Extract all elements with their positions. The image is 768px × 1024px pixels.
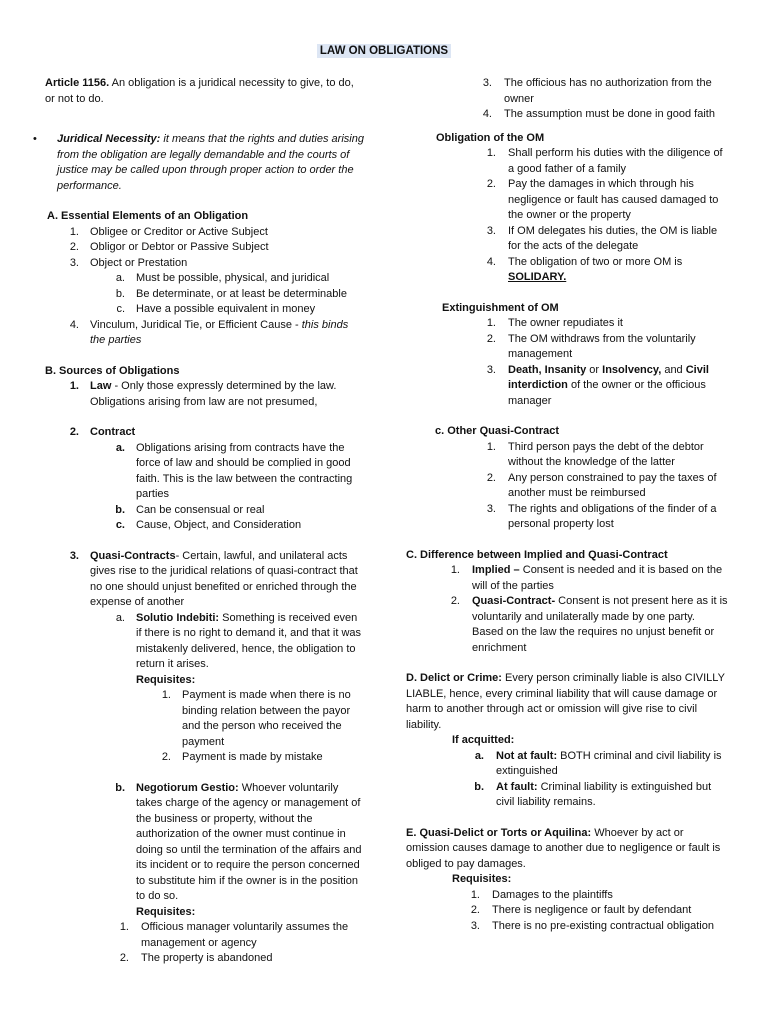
list-text: Pay the damages in which through his negligence or fault has caused damaged to the owner or the property [508,178,719,221]
ng-requisites-continued [478,76,728,123]
section-b-heading: B. Sources of Obligations [45,364,180,377]
list-item [113,518,365,534]
list-number: 1. [470,888,480,901]
right-column [406,76,728,934]
list-number: 1. [486,147,496,159]
negotiorum-gestio: b. Negotiorum Gestio: Whoever voluntarily takes charge of the agency or management of the business or property, without the authorization of the owner must continue in doing so until the termination of the affairs and its incident or to require the person concerned to substitute him if the owner is in the position to do so. Requisites: [115,781,362,918]
page-title: LAW ON OBLIGATIONS [0,44,768,60]
if-acquitted-label: If acquitted: [452,734,515,746]
list-number: 2. [161,751,171,763]
element-4: 4. Vinculum, Juridical Tie, or Efficient Cause - this binds the parties [69,318,349,346]
list-number: 3. [486,224,496,237]
section-a-heading: A. Essential Elements of an Obligation [47,210,249,222]
list-number: 1. [161,689,171,701]
source-contract: 2. Contract [69,426,136,438]
list-text: The assumption must be done in good faith [504,108,715,120]
list-item [117,920,365,951]
list-text: The officious has no authorization from the owner [504,77,712,105]
list-number: 2. [486,471,496,484]
list-item [466,888,728,904]
list-text: Be determinate, or at least be determinable [136,287,347,300]
list-item [113,503,365,519]
list-item [117,951,365,967]
list-text: Have a possible equivalent in money [136,303,316,315]
list-item [113,441,365,503]
list-item [113,302,365,318]
list-item [482,177,728,224]
source-quasi-contracts: 3. Quasi-Contracts- Certain, lawful, and unilateral acts gives rise to the juridical relations of quasi-contract that no one should unjust benefited or enriched through the expense of another [69,549,358,608]
list-item [482,316,728,332]
list-item [157,688,365,750]
section-e: E. Quasi-Delict or Torts or Aquilina: Whoever by act or omission causes damage to another due to negligence or fault is obliged to pay damages. [406,826,721,870]
e-requisites-label: Requisites: [452,873,512,885]
section-c-heading: C. Difference between Implied and Quasi-Contract [406,548,668,561]
list-text: Obligee or Creditor or Active Subject [90,225,268,238]
requisites-label: Requisites: [136,905,196,918]
list-number: a. [115,441,125,454]
contract-sublist [113,441,365,534]
list-text: Any person constrained to pay the taxes of another must be reimbursed [508,471,717,499]
article-1156: Article 1156. An obligation is a juridical necessity to give, to do, or not to do. [45,77,354,105]
not-at-fault: a. Not at fault: BOTH criminal and civil liability is extinguished [474,749,722,777]
om-item-4: 4. The obligation of two or more OM is SOLIDARY. [486,255,683,283]
list-number: 4. [482,108,492,120]
list-text: Obligor or Debtor or Passive Subject [90,241,269,253]
list-number: 3. [69,256,79,269]
list-text: Can be consensual or real [136,503,265,516]
list-item [65,256,365,272]
list-text: The owner repudiates it [508,317,623,329]
quasi-contract-item: 2. Quasi-Contract- Consent is not present here as it is voluntarily and unilaterally made by one party. Based on the law the requires no unjust benefit or enrichment [450,595,728,654]
list-text: There is negligence or fault by defendant [492,904,692,916]
list-text: Third person pays the debt of the debtor without the knowledge of the latter [508,440,704,468]
extinguishment-list [482,316,728,363]
e-requisites-list [466,888,728,935]
list-text: The property is abandoned [141,952,273,964]
elements-list [65,225,365,272]
om-obligations [482,146,728,255]
implied-item: 1. Implied – Consent is needed and it is based on the will of the parties [450,564,723,592]
other-quasi-contract-list [482,440,728,533]
list-item [482,332,728,363]
list-text: If OM delegates his duties, the OM is liable for the acts of the delegate [508,224,718,252]
list-number: 1. [119,921,129,933]
at-fault: b. At fault: Criminal liability is extinguished but civil liability remains. [474,780,712,808]
list-item [482,440,728,471]
section-d: D. Delict or Crime: Every person criminally liable is also CIVILLY LIABLE, hence, every criminal liability that will cause damage or harm to another through act or omission will give rise to civil liability. [406,672,725,731]
list-number: 3. [470,919,480,932]
list-text: Payment is made when there is no binding relation between the payor and the person who received the payment [182,689,351,748]
list-item [113,271,365,287]
juridical-necessity-bullet: • Juridical Necessity: it means that the rights and duties arising from the obligation are legally demandable and the courts of justice may be called upon through proper action to order the performance. [45,132,365,194]
list-text: Must be possible, physical, and juridical [136,272,330,284]
list-text: The OM withdraws from the voluntarily management [508,332,696,360]
extinguishment-heading: Extinguishment of OM [442,301,559,314]
object-sublist [113,271,365,318]
list-number: 3. [482,77,492,89]
list-text: Payment is made by mistake [182,751,323,763]
list-item [157,750,365,766]
list-item [482,224,728,255]
list-number: 2. [486,178,496,190]
list-item [482,502,728,533]
list-number: b. [115,503,125,516]
solutio-indebiti: a. Solutio Indebiti: Something is received even if there is no right to demand it, and that it was mistakenly delivered, hence, the obligation to return it arises. Requisites: [115,611,362,686]
list-text: Damages to the plaintiffs [492,888,613,901]
list-text: Shall perform his duties with the diligence of a good father of a family [508,147,723,175]
list-item [65,240,365,256]
list-number: 1. [486,317,496,329]
list-item [466,919,728,935]
list-item [466,903,728,919]
list-item [65,225,365,241]
list-text: Object or Prestation [90,256,188,269]
list-text: Obligations arising from contracts have the force of law and should be complied in good faith. This is the law between the contracting parties [136,441,353,500]
list-number: a. [115,272,125,284]
list-number: 2. [486,332,496,345]
solutio-requisites [157,688,365,766]
ng-requisites [117,920,365,967]
list-number: 3. [486,502,496,515]
source-law: 1. Law - Only those expressly determined by the law. Obligations arising from law are not presumed, [69,380,337,408]
list-item [478,76,728,107]
left-column [33,76,365,967]
list-number: 2. [119,952,129,964]
list-number: c. [115,519,125,531]
list-text: There is no pre-existing contractual obligation [492,919,714,932]
list-number: c. [116,303,125,315]
list-text: The rights and obligations of the finder of a personal property lost [508,502,717,530]
list-item [113,287,365,303]
bullet-icon: • [33,133,37,145]
list-item [482,471,728,502]
list-number: 2. [470,904,480,916]
list-number: 1. [69,225,79,238]
list-number: 2. [69,241,79,253]
extinguishment-item-3: 3. Death, Insanity or Insolvency, and Civil interdiction of the owner or the officious manager [486,363,709,407]
requisites-label: Requisites: [136,673,196,686]
list-text: Cause, Object, and Consideration [136,519,302,531]
list-number: 1. [486,440,496,453]
list-item [482,146,728,177]
list-item [478,107,728,123]
list-text: Officious manager voluntarily assumes the management or agency [141,921,349,949]
list-number: b. [115,287,125,300]
om-heading: Obligation of the OM [436,131,545,144]
other-quasi-contract-heading: c. Other Quasi-Contract [435,425,560,437]
